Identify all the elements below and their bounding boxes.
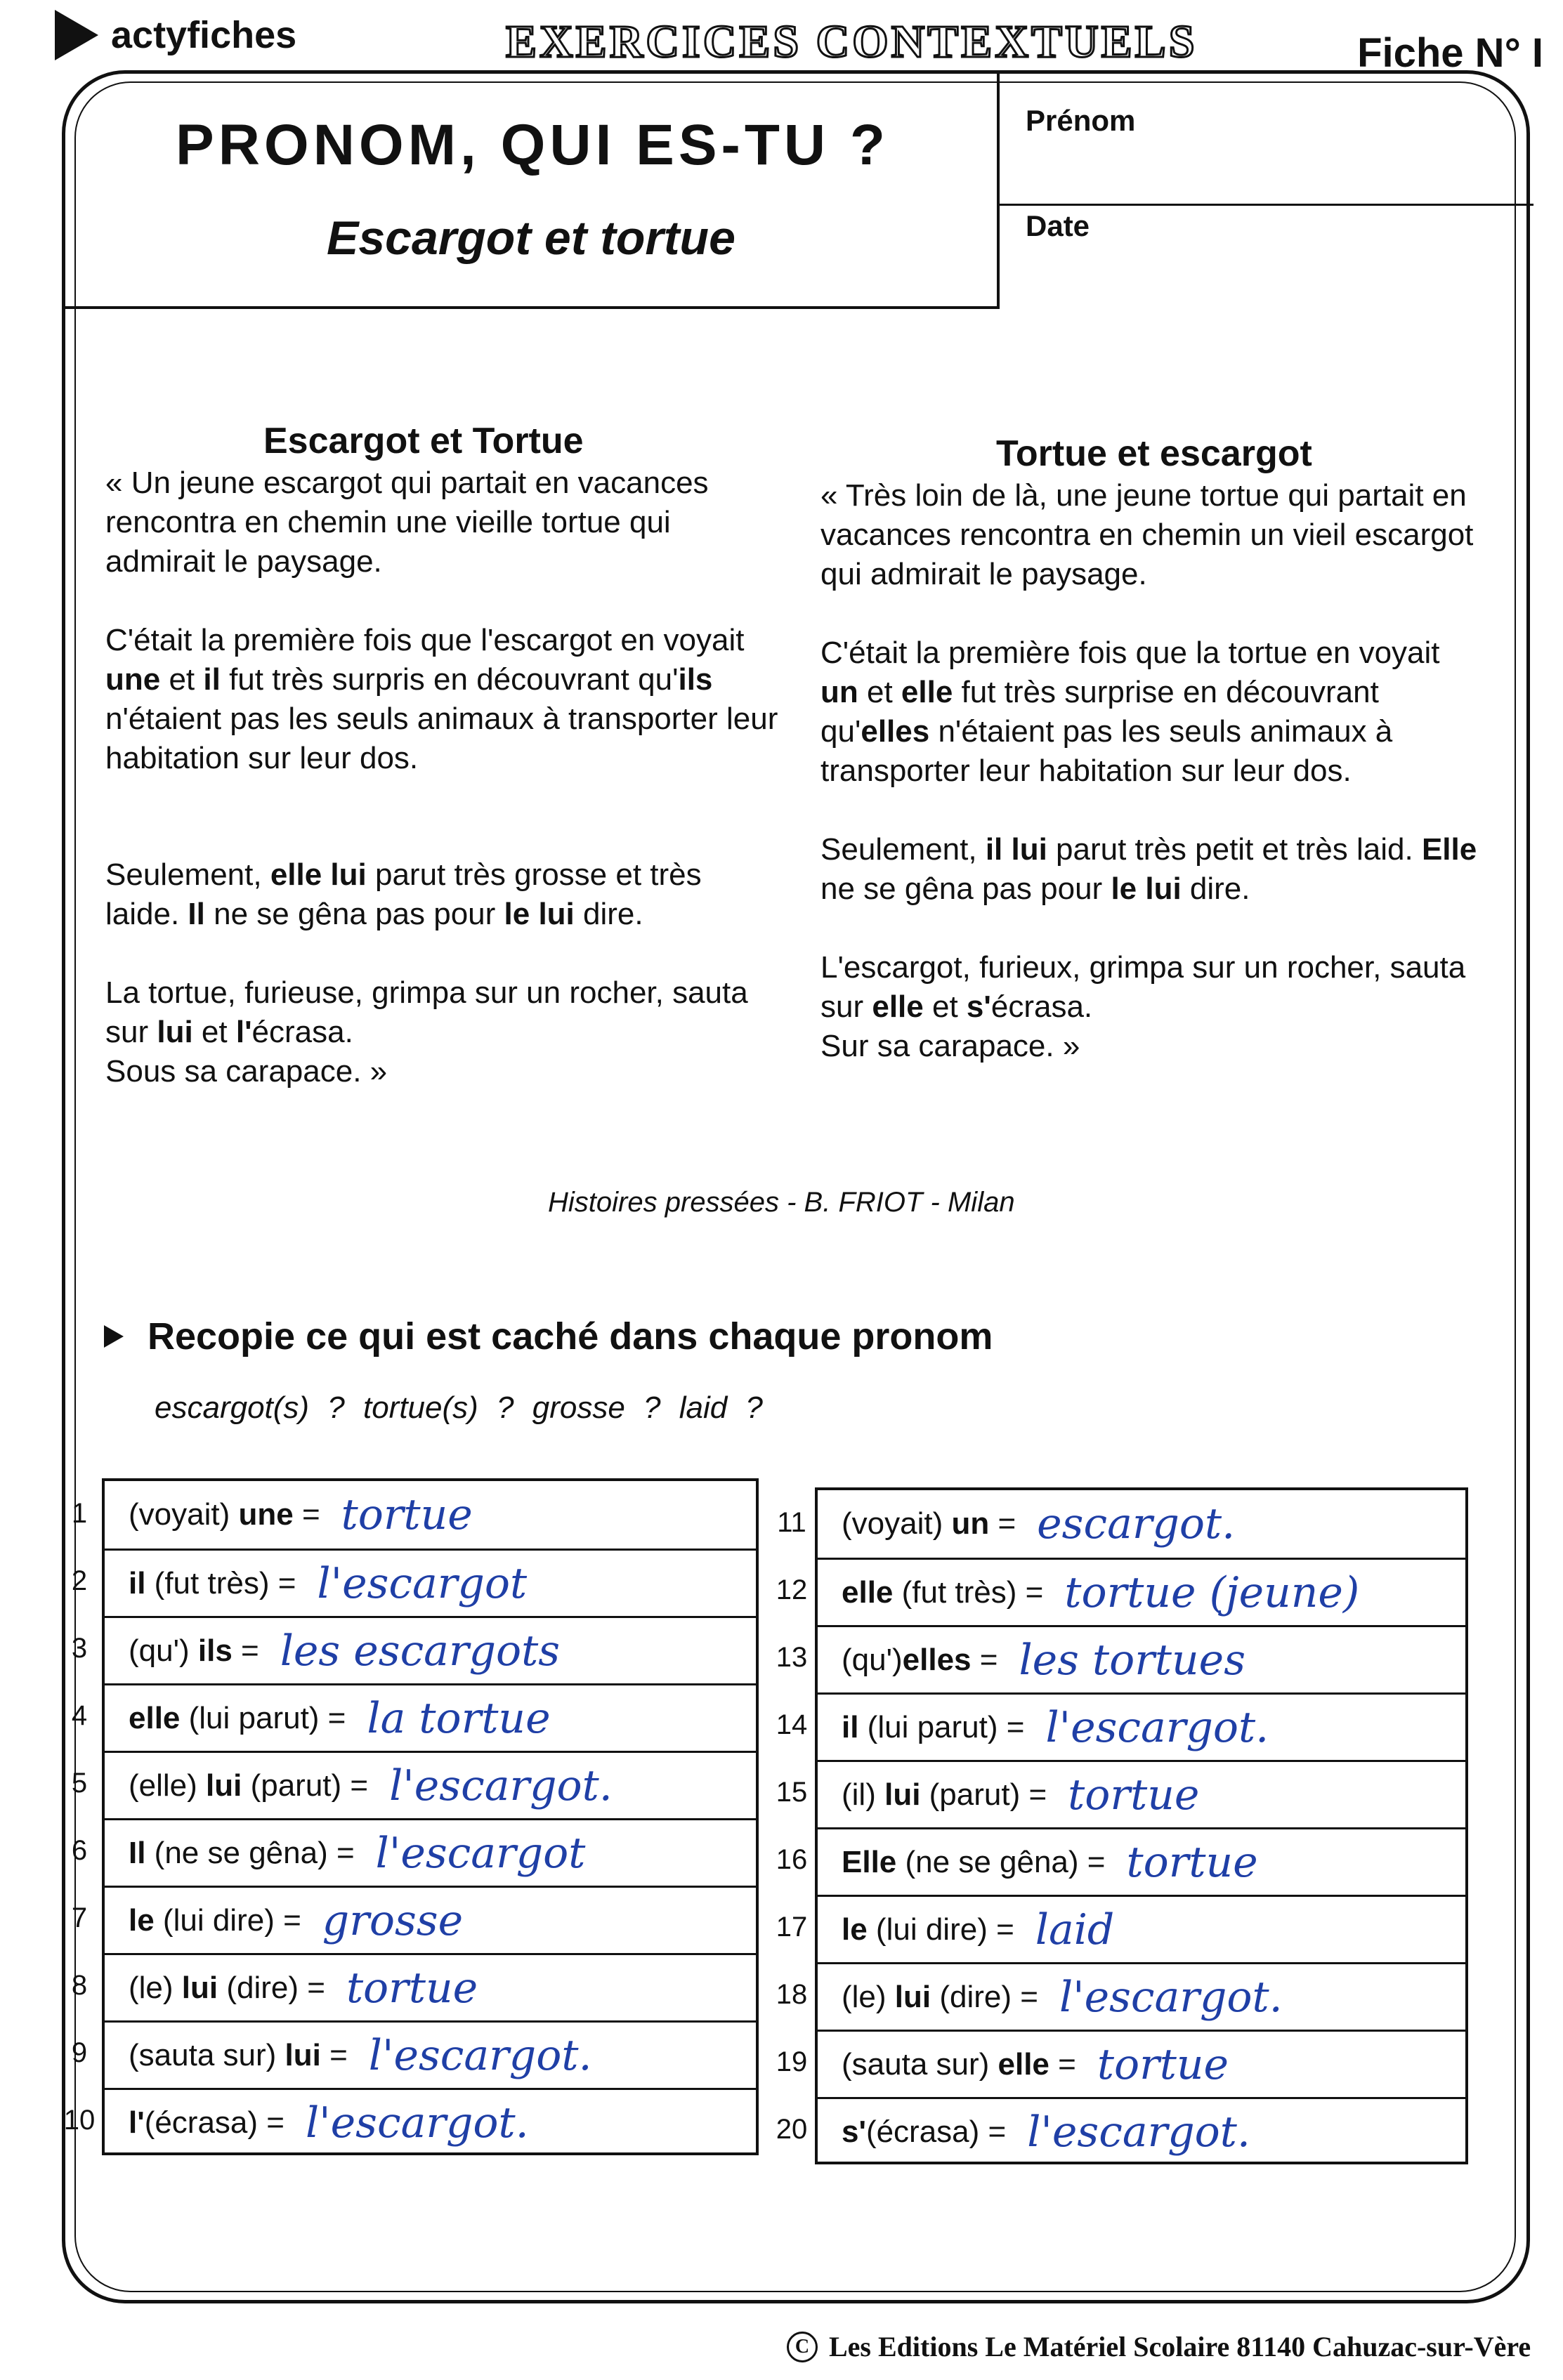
row-number: 12 xyxy=(776,1574,808,1605)
pronoun-label: (qu') ils = xyxy=(129,1633,259,1668)
table-row xyxy=(818,1625,1465,1692)
pronoun-label: (sauta sur) lui = xyxy=(129,2037,348,2072)
answer-field[interactable]: la tortue xyxy=(367,1693,551,1743)
answer-field[interactable]: l'escargot. xyxy=(1027,2107,1250,2157)
row-number: 9 xyxy=(71,2037,88,2068)
text-right-p1: « Très loin de là, une jeune tortue qui partait en vacances rencontra en chemin un vieil escargot qui admirait le paysage. xyxy=(820,478,1474,591)
row-number: 16 xyxy=(776,1844,808,1875)
pronoun-label: elle (fut très) = xyxy=(842,1574,1044,1610)
table-row xyxy=(105,1549,756,1616)
copyright-icon: C xyxy=(787,2332,818,2362)
pronoun-label: il (lui parut) = xyxy=(842,1709,1025,1744)
series-title: EXERCICES CONTEXTUELS xyxy=(506,16,1198,67)
pronoun-label: Il (ne se gêna) = xyxy=(129,1835,355,1870)
pronoun-label: (elle) lui (parut) = xyxy=(129,1768,369,1803)
table-row xyxy=(105,1886,756,1953)
table-row xyxy=(818,1760,1465,1827)
table-row xyxy=(818,1490,1465,1558)
pronoun-label: le (lui dire) = xyxy=(842,1912,1014,1947)
source-citation: Histoires pressées - B. FRIOT - Milan xyxy=(548,1187,1015,1218)
answer-field[interactable]: tortue (jeune) xyxy=(1064,1567,1360,1617)
prenom-field[interactable]: Prénom xyxy=(1026,104,1136,137)
pronoun-label: (le) lui (dire) = xyxy=(129,1970,325,2005)
pronoun-label: (voyait) un = xyxy=(842,1506,1016,1541)
answer-field[interactable]: l'escargot. xyxy=(389,1761,613,1810)
pronoun-label: s'(écrasa) = xyxy=(842,2114,1007,2149)
table-row xyxy=(818,1895,1465,1962)
pronoun-label: (il) lui (parut) = xyxy=(842,1777,1047,1812)
table-row xyxy=(105,2020,756,2088)
answer-field[interactable]: tortue xyxy=(1126,1837,1258,1887)
row-number: 17 xyxy=(776,1912,808,1942)
answers-table-left xyxy=(102,1478,759,2155)
row-number: 10 xyxy=(63,2105,96,2136)
pronoun-label: il (fut très) = xyxy=(129,1565,296,1600)
footer-text: Les Editions Le Matériel Scolaire 81140 Cahuzac-sur-Vère xyxy=(829,2331,1531,2362)
instruction xyxy=(104,1315,993,1358)
row-number: 1 xyxy=(71,1498,88,1529)
page-title: PRONOM, QUI ES-TU ? xyxy=(176,113,889,177)
answer-field[interactable]: l'escargot xyxy=(317,1558,528,1608)
answer-field[interactable]: tortue xyxy=(1097,2039,1229,2089)
answer-field[interactable]: l'escargot. xyxy=(368,2030,592,2080)
text-left-title: Escargot et Tortue xyxy=(263,421,584,461)
row-number: 2 xyxy=(71,1565,88,1596)
pronoun-label: (sauta sur) elle = xyxy=(842,2046,1076,2082)
fiche-number: Fiche N° I xyxy=(1357,30,1543,76)
bullet-arrow-icon xyxy=(104,1325,124,1348)
page-subtitle: Escargot et tortue xyxy=(327,211,735,265)
answer-field[interactable]: laid xyxy=(1035,1905,1115,1954)
table-row xyxy=(105,1616,756,1683)
play-arrow-icon xyxy=(55,10,98,60)
text-left-p1: « Un jeune escargot qui partait en vacances rencontra en chemin une vieille tortue qui admirait le paysage. xyxy=(105,466,709,579)
footer xyxy=(787,2330,1531,2363)
table-row xyxy=(105,1683,756,1751)
text-left-p4: La tortue, furieuse, grimpa sur un rocher, sauta sur lui et l'écrasa. Sous sa carapace. » xyxy=(105,975,748,1089)
answer-field[interactable]: grosse xyxy=(322,1895,464,1945)
text-right-p3: Seulement, il lui parut très petit et très laid. Elle ne se gêna pas pour le lui dire. xyxy=(820,832,1477,906)
table-row xyxy=(818,1558,1465,1625)
instruction-text: Recopie ce qui est caché dans chaque pronom xyxy=(148,1315,993,1357)
date-field[interactable]: Date xyxy=(1026,209,1090,242)
pronoun-label: l'(écrasa) = xyxy=(129,2105,285,2140)
text-left-p3: Seulement, elle lui parut très grosse et très laide. Il ne se gêna pas pour le lui dire. xyxy=(105,857,702,931)
row-number: 3 xyxy=(71,1633,88,1664)
title-box xyxy=(62,70,1000,309)
table-row xyxy=(818,1827,1465,1895)
table-row xyxy=(818,2030,1465,2097)
answer-field[interactable]: l'escargot. xyxy=(1059,1972,1283,2022)
table-row xyxy=(818,1692,1465,1760)
brand-name: actyfiches xyxy=(111,14,297,56)
row-number: 18 xyxy=(776,1979,808,2010)
pronoun-label: Elle (ne se gêna) = xyxy=(842,1844,1106,1879)
row-number: 4 xyxy=(71,1700,88,1731)
row-number: 8 xyxy=(71,1970,88,2001)
row-number: 6 xyxy=(71,1835,88,1866)
row-number: 5 xyxy=(71,1768,88,1799)
table-row xyxy=(818,1962,1465,2030)
answer-field[interactable]: tortue xyxy=(346,1963,478,2013)
row-number: 19 xyxy=(776,2046,808,2077)
text-right-p4: L'escargot, furieux, grimpa sur un rocher, sauta sur elle et s'écrasa. Sur sa carapace. » xyxy=(820,950,1466,1063)
table-row xyxy=(105,1751,756,1818)
pronoun-label: (qu')elles = xyxy=(842,1642,998,1677)
answer-field[interactable]: l'escargot. xyxy=(1045,1702,1269,1752)
text-right-p2: C'était la première fois que la tortue en voyait un et elle fut très surprise en découvrant qu'elles n'étaient pas les seuls animaux à transporter leur habitation sur leur dos. xyxy=(820,636,1440,788)
row-number: 15 xyxy=(776,1777,808,1808)
row-number: 14 xyxy=(776,1709,808,1740)
row-number: 20 xyxy=(776,2114,808,2145)
answer-field[interactable]: tortue xyxy=(341,1490,473,1539)
table-row xyxy=(105,1818,756,1886)
answer-field[interactable]: tortue xyxy=(1068,1770,1200,1820)
answer-field[interactable]: les escargots xyxy=(280,1626,561,1676)
pronoun-label: (le) lui (dire) = xyxy=(842,1979,1038,2014)
answer-field[interactable]: les tortues xyxy=(1019,1635,1245,1685)
answer-field[interactable]: escargot. xyxy=(1037,1499,1236,1549)
pronoun-label: le (lui dire) = xyxy=(129,1902,301,1938)
text-left-p2: C'était la première fois que l'escargot en voyait une et il fut très surpris en découvrant qu'ils n'étaient pas les seuls animaux à transporter leur habitation sur leur dos. xyxy=(105,623,778,775)
brand xyxy=(55,10,296,60)
text-right-title: Tortue et escargot xyxy=(996,433,1312,474)
row-number: 7 xyxy=(71,1902,88,1933)
answer-field[interactable]: l'escargot xyxy=(375,1828,586,1878)
row-number: 13 xyxy=(776,1642,808,1673)
answer-field[interactable]: l'escargot. xyxy=(305,2098,529,2148)
field-divider xyxy=(1000,204,1533,206)
row-number: 11 xyxy=(777,1507,806,1538)
hint-words: escargot(s) ? tortue(s) ? grosse ? laid ? xyxy=(155,1390,763,1425)
text-left xyxy=(105,421,780,1091)
table-row xyxy=(105,1953,756,2020)
table-row xyxy=(818,2097,1465,2164)
table-row xyxy=(105,2088,756,2155)
answers-table-right xyxy=(815,1487,1468,2164)
pronoun-label: (voyait) une = xyxy=(129,1497,320,1532)
table-row xyxy=(105,1481,756,1549)
text-right xyxy=(820,434,1481,1066)
pronoun-label: elle (lui parut) = xyxy=(129,1700,346,1735)
